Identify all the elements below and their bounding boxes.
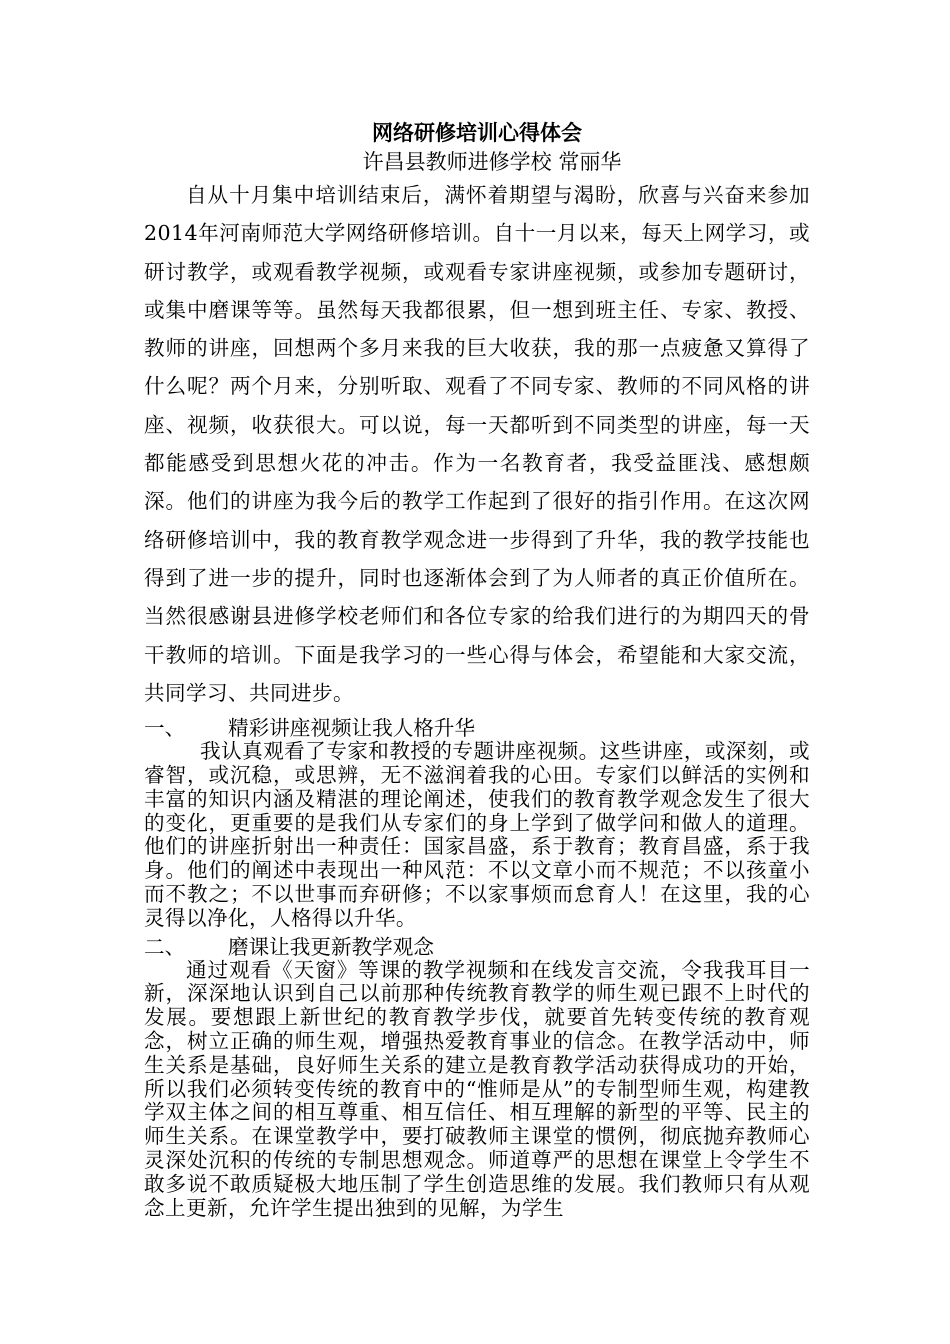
- section-number: 二、: [144, 934, 186, 959]
- section-title: 磨课让我更新教学观念: [228, 934, 434, 959]
- section-heading: [144, 716, 810, 740]
- section-paragraph: 通过观看《天窗》等课的教学视频和在线发言交流，令我我耳目一新，深深地认识到自己以前那种传统教育教学的师生观已跟不上时代的发展。要想跟上新世纪的教育教学步伐，就要首先转变传统的教育观念，树立正确的师生观，增强热爱教育事业的信念。在教学活动中，师生关系是基础，良好师生关系的建立是教育教学活动获得成功的开始，所以我们必须转变传统的教育中的“惟师是从”的专制型师生观，构建教学双主体之间的相互尊重、相互信任、相互理解的新型的平等、民主的师生关系。在课堂教学中，要打破教师主课堂的惯例，彻底抛弃教师心灵深处沉积的传统的专制思想观念。师道尊严的思想在课堂上令学生不敢多说不敢质疑极大地压制了学生创造思维的发展。我们教师只有从观念上更新，允许学生提出独到的见解，为学生: [144, 957, 810, 1220]
- intro-paragraph: 自从十月集中培训结束后，满怀着期望与渴盼，欣喜与兴奋来参加2014年河南师范大学网络研修培训。自十一月以来，每天上网学习，或研讨教学，或观看教学视频，或观看专家讲座视频，或参加专题研讨，或集中磨课等等。虽然每天我都很累，但一想到班主任、专家、教授、教师的讲座，回想两个多月来我的巨大收获，我的那一点疲惫又算得了什么呢？两个月来，分别听取、观看了不同专家、教师的不同风格的讲座、视频，收获很大。可以说，每一天都听到不同类型的讲座，每一天都能感受到思想火花的冲击。作为一名教育者，我受益匪浅、感想颇深。他们的讲座为我今后的教学工作起到了很好的指引作用。在这次网络研修培训中，我的教育教学观念进一步得到了升华，我的教学技能也得到了进一步的提升，同时也逐渐体会到了为人师者的真正价值所在。当然很感谢县进修学校老师们和各位专家的给我们进行的为期四天的骨干教师的培训。下面是我学习的一些心得与体会，希望能和大家交流，共同学习、共同进步。: [144, 183, 810, 705]
- section-title: 精彩讲座视频让我人格升华: [228, 716, 476, 741]
- section-paragraph: 我认真观看了专家和教授的专题讲座视频。这些讲座，或深刻，或睿智，或沉稳，或思辨，无不滋润着我的心田。专家们以鲜活的实例和丰富的知识内涵及精湛的理论阐述，使我们的教育教学观念发生了很大的变化，更重要的是我们从专家们的身上学到了做学问和做人的道理。他们的讲座折射出一种责任：国家昌盛，系于教育；教育昌盛，系于我身。他们的阐述中表现出一种风范：不以文章小而不规范；不以孩童小而不教之；不以世事而弃研修；不以家事烦而怠育人！在这里，我的心灵得以净化，人格得以升华。: [144, 739, 810, 930]
- document-page: [144, 118, 810, 1220]
- section-number: 一、: [144, 716, 186, 741]
- document-title: 网络研修培训心得体会: [372, 120, 582, 145]
- section-heading: [144, 935, 810, 959]
- document-author: 许昌县教师进修学校 常丽华: [362, 150, 622, 174]
